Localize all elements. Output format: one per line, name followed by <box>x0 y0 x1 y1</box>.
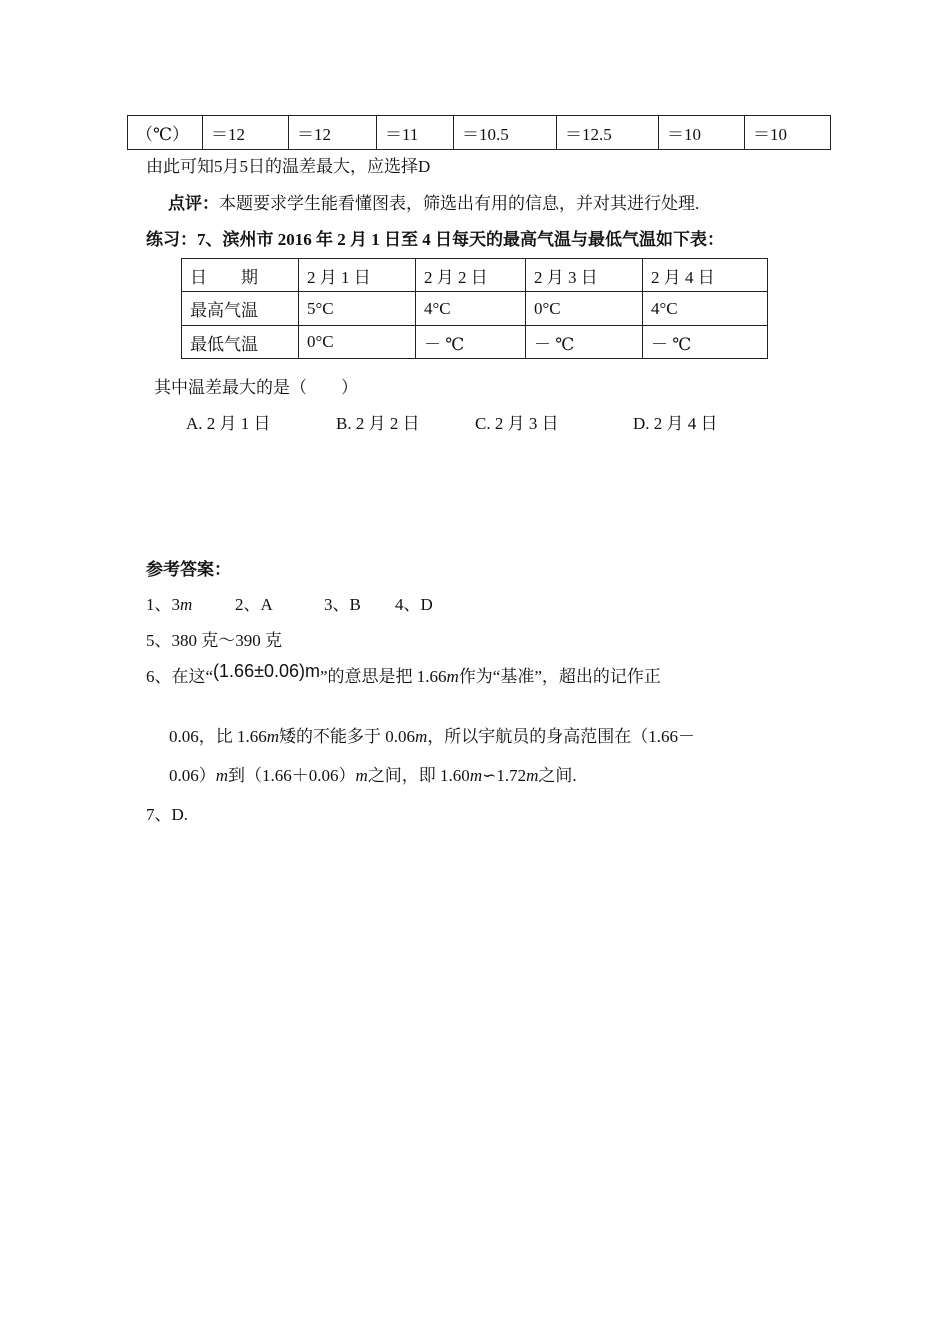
table-cell: 2 月 4 日 <box>643 259 768 292</box>
table-cell: 日 期 <box>182 259 299 292</box>
answer-7: 7、D. <box>146 805 189 824</box>
comment-line <box>168 189 699 214</box>
answer-4: 4、D <box>395 595 433 614</box>
answer-6-rest: 作为“基准”，超出的记作正 <box>458 667 661 686</box>
answer-6-line-2 <box>169 722 695 747</box>
table-cell: ＝12.5 <box>557 116 659 150</box>
conclusion-text: 由此可知5月5日的温差最大，应选择D <box>146 157 431 176</box>
option-a: A. 2 月 1 日 <box>186 414 271 433</box>
table-row <box>128 116 831 150</box>
exercise-title: 练习：7、滨州市 2016 年 2 月 1 日至 4 日每天的最高气温与最低气温如下表： <box>146 230 724 249</box>
answer-6-line-3 <box>169 761 577 786</box>
comment-label: 点评： <box>168 194 219 213</box>
answer-1-unit: m <box>180 595 193 614</box>
table-cell: 最高气温 <box>182 292 299 326</box>
table-row <box>182 292 768 326</box>
table-cell: 4°C <box>416 292 526 326</box>
answer-2: 2、A <box>235 595 273 614</box>
table-cell: － ℃ <box>526 326 643 359</box>
table-cell: （℃） <box>128 116 203 150</box>
answer-6-l3-d: ∽1.72 <box>482 766 527 785</box>
answer-6-l2-c: ，所以宇航员的身高范围在（1.66－ <box>427 727 696 746</box>
table-cell: 2 月 2 日 <box>416 259 526 292</box>
question-text: 其中温差最大的是（ ） <box>154 378 358 397</box>
table-cell: － ℃ <box>416 326 526 359</box>
answer-6-l3-e: 之间. <box>538 766 577 785</box>
option-c: C. 2 月 3 日 <box>475 414 559 433</box>
table-cell: ＝12 <box>203 116 289 150</box>
answer-6-l3-m4: m <box>526 766 539 785</box>
answer-6-l2-b: 矮的不能多于 0.06 <box>279 727 416 746</box>
table-cell: 5°C <box>299 292 416 326</box>
answer-6-l3-b: 到（1.66＋0.06） <box>228 766 356 785</box>
table-row <box>182 326 768 359</box>
answer-3: 3、B <box>324 595 361 614</box>
answer-6-suffix: ”的意思是把 1.66 <box>319 667 447 686</box>
answer-1-text: 1、3 <box>146 595 180 614</box>
answer-1 <box>146 590 192 615</box>
answer-6-l2-m2: m <box>415 727 428 746</box>
answer-6-l3-m3: m <box>469 766 483 785</box>
option-d: D. 2 月 4 日 <box>633 414 718 433</box>
top-result-table <box>127 115 831 150</box>
answer-6-l3-a: 0.06） <box>169 766 216 785</box>
table-cell: ＝10 <box>745 116 831 150</box>
table-cell: ＝10 <box>659 116 745 150</box>
option-b: B. 2 月 2 日 <box>336 414 420 433</box>
table-cell: 最低气温 <box>182 326 299 359</box>
table-row <box>182 259 768 292</box>
answer-6-l2-m1: m <box>266 727 280 746</box>
table-cell: 0°C <box>526 292 643 326</box>
answer-6-l2-a: 0.06，比 1.66 <box>169 727 267 746</box>
table-cell: ＝10.5 <box>454 116 557 150</box>
answer-6-unit: m <box>446 667 459 686</box>
answers-title: 参考答案： <box>146 560 231 579</box>
answer-5: 5、380 克～390 克 <box>146 631 282 650</box>
table-cell: 2 月 1 日 <box>299 259 416 292</box>
temperature-table <box>181 258 768 359</box>
comment-text: 本题要求学生能看懂图表，筛选出有用的信息，并对其进行处理. <box>219 194 700 213</box>
table-cell: 4°C <box>643 292 768 326</box>
answer-6-prefix: 6、在这“ <box>146 667 214 686</box>
answer-6-l3-c: 之间，即 1.60 <box>367 766 470 785</box>
table-cell: 0°C <box>299 326 416 359</box>
table-cell: 2 月 3 日 <box>526 259 643 292</box>
table-cell: ＝11 <box>377 116 454 150</box>
answer-6-line-1 <box>146 662 661 687</box>
answer-6-formula: (1.66±0.06)m <box>213 661 320 681</box>
table-cell: ＝12 <box>289 116 377 150</box>
table-cell: － ℃ <box>643 326 768 359</box>
answer-6-l3-m1: m <box>215 766 229 785</box>
answer-6-l3-m2: m <box>355 766 368 785</box>
